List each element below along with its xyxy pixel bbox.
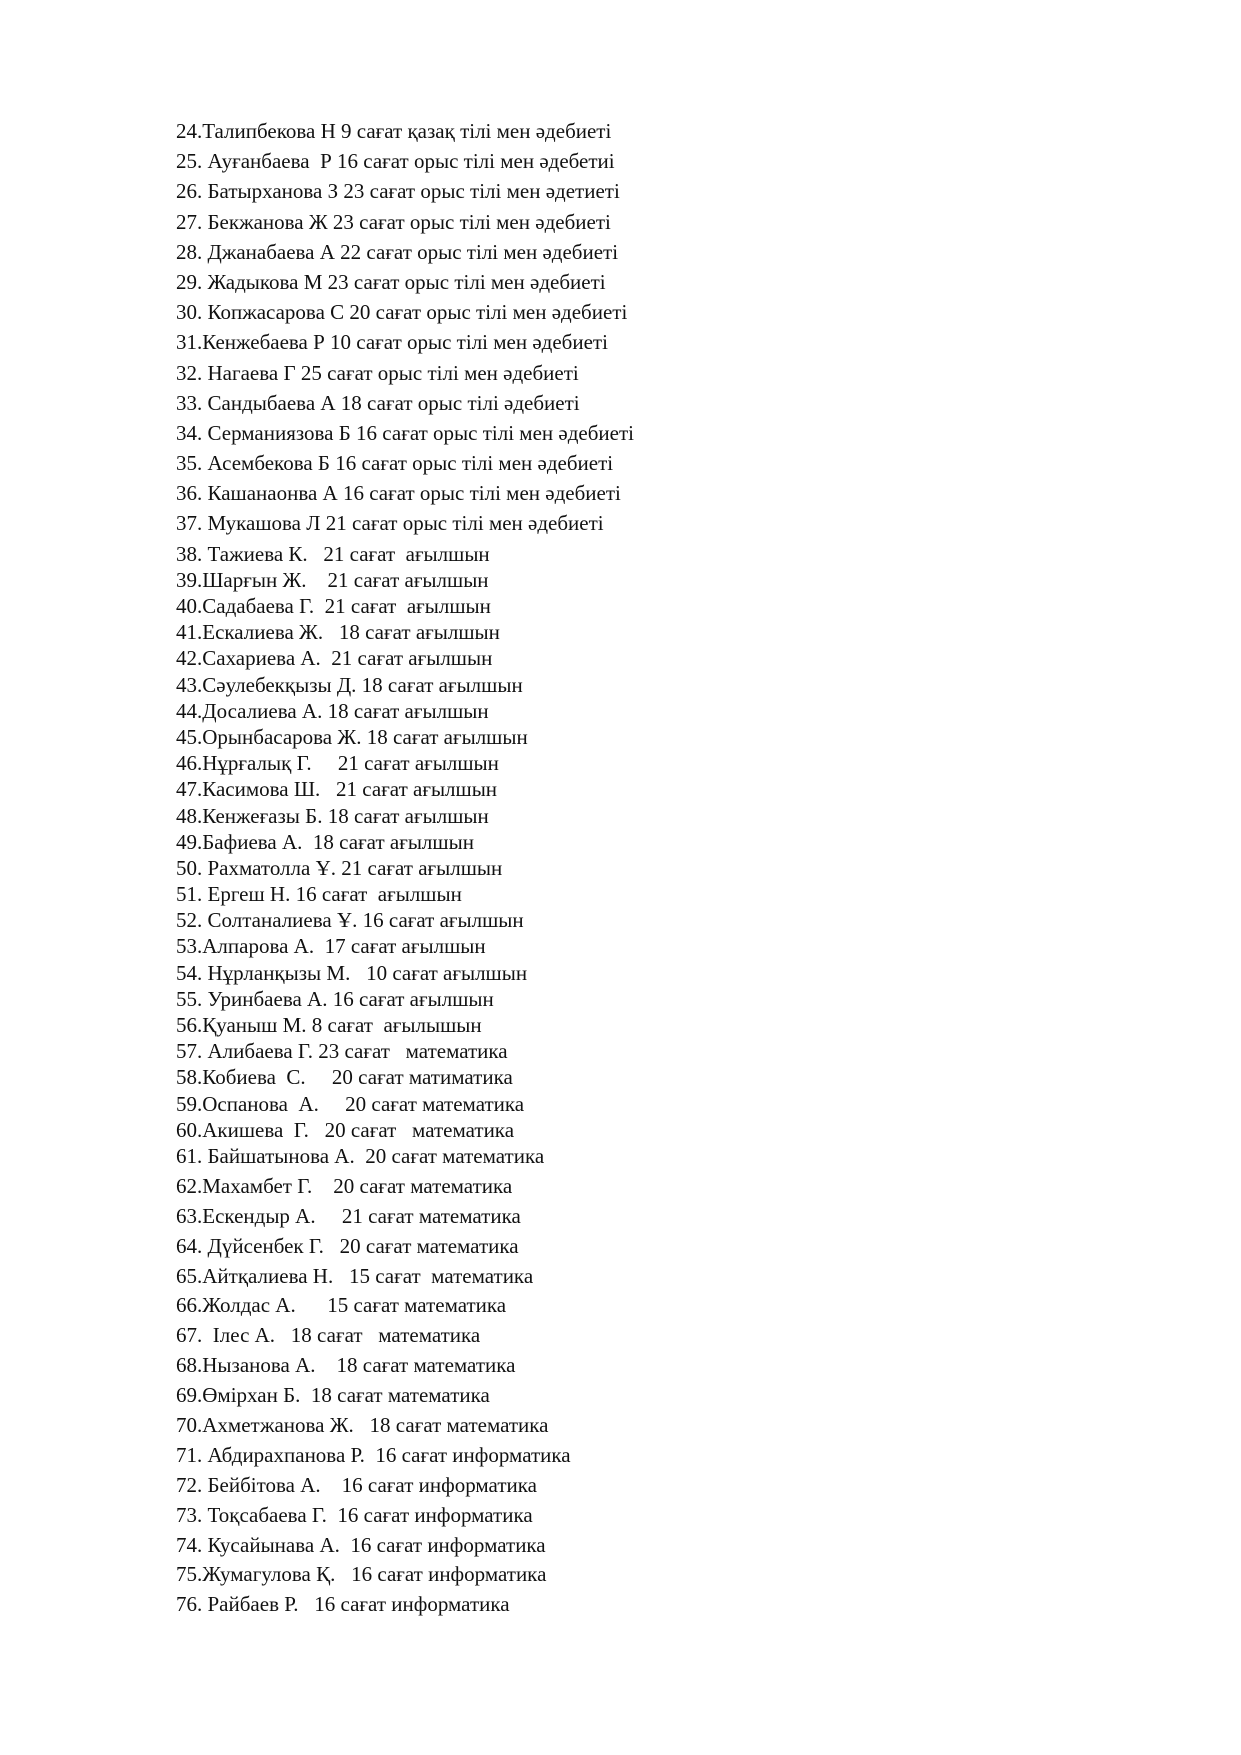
list-item: 61. Байшатынова А. 20 сағат математика — [176, 1143, 545, 1168]
list-item: 25. Ауғанбаева Р 16 сағат орыс тілі мен әдебетиі — [176, 149, 615, 174]
list-item: 44.Досалиева А. 18 сағат ағылшын — [176, 698, 489, 723]
list-item: 45.Орынбасарова Ж. 18 сағат ағылшын — [176, 724, 528, 749]
list-item: 58.Кобиева С. 20 сағат матиматика — [176, 1065, 513, 1090]
list-item: 41.Ескалиева Ж. 18 сағат ағылшын — [176, 620, 500, 645]
list-item: 43.Сәулебекқызы Д. 18 сағат ағылшын — [176, 672, 523, 697]
list-item: 74. Кусайынава А. 16 сағат информатика — [176, 1532, 546, 1557]
list-item: 40.Садабаева Г. 21 сағат ағылшын — [176, 594, 491, 618]
list-item: 39.Шарғын Ж. 21 сағат ағылшын — [176, 567, 489, 592]
list-item: 71. Абдирахпанова Р. 16 сағат информатика — [176, 1442, 571, 1467]
list-item: 29. Жадыкова М 23 сағат орыс тілі мен әдебиеті — [176, 269, 606, 294]
list-item: 36. Кашанаонва А 16 сағат орыс тілі мен әдебиеті — [176, 481, 621, 506]
teacher-hours-list — [176, 118, 634, 1621]
list-item: 70.Ахметжанова Ж. 18 сағат математика — [176, 1412, 549, 1437]
list-item: 42.Сахариева А. 21 сағат ағылшын — [176, 646, 493, 671]
list-item: 69.Өмірхан Б. 18 сағат математика — [176, 1383, 490, 1408]
list-item: 35. Асембекова Б 16 сағат орыс тілі мен әдебиеті — [176, 451, 614, 476]
list-item: 33. Сандыбаева А 18 сағат орыс тілі әдебиеті — [176, 390, 580, 415]
list-item: 72. Бейбітова А. 16 сағат информатика — [176, 1472, 537, 1497]
list-item: 24.Талипбекова Н 9 сағат қазақ тілі мен әдебиеті — [176, 119, 612, 143]
list-item: 73. Тоқсабаева Г. 16 сағат информатика — [176, 1502, 533, 1527]
list-item: 53.Алпарова А. 17 сағат ағылшын — [176, 934, 486, 959]
list-item: 65.Айтқалиева Н. 15 сағат математика — [176, 1263, 534, 1288]
list-item: 48.Кенжеғазы Б. 18 сағат ағылшын — [176, 803, 489, 828]
list-item: 28. Джанабаева А 22 сағат орыс тілі мен әдебиеті — [176, 239, 619, 264]
list-item: 54. Нұрланқызы М. 10 сағат ағылшын — [176, 960, 528, 985]
list-item: 26. Батырханова З 23 сағат орыс тілі мен әдетиеті — [176, 179, 620, 204]
list-item: 76. Райбаев Р. 16 сағат информатика — [176, 1592, 510, 1617]
list-item: 59.Оспанова А. 20 сағат математика — [176, 1091, 525, 1116]
list-item: 50. Рахматолла Ұ. 21 сағат ағылшын — [176, 855, 503, 880]
list-item: 34. Серманиязова Б 16 сағат орыс тілі мен әдебиеті — [176, 420, 634, 445]
list-item: 46.Нұрғалық Г. 21 сағат ағылшын — [176, 751, 499, 776]
list-item: 75.Жумагулова Қ. 16 сағат информатика — [176, 1562, 547, 1587]
list-item: 27. Бекжанова Ж 23 сағат орыс тілі мен әдебиеті — [176, 209, 611, 234]
list-item: 68.Нызанова А. 18 сағат математика — [176, 1353, 516, 1378]
list-item: 31.Кенжебаева Р 10 сағат орыс тілі мен әдебиеті — [176, 330, 608, 355]
list-item: 32. Нагаева Г 25 сағат орыс тілі мен әдебиеті — [176, 360, 579, 385]
list-item: 56.Қуаныш М. 8 сағат ағылышын — [176, 1013, 482, 1037]
list-item: 57. Алибаева Г. 23 сағат математика — [176, 1039, 508, 1064]
list-item: 67. Ілес А. 18 сағат математика — [176, 1323, 481, 1348]
list-item: 52. Солтаналиева Ұ. 16 сағат ағылшын — [176, 908, 524, 933]
list-item: 38. Тажиева К. 21 сағат ағылшын — [176, 541, 490, 566]
list-item: 30. Копжасарова С 20 сағат орыс тілі мен әдебиеті — [176, 300, 628, 325]
list-item: 47.Касимова Ш. 21 сағат ағылшын — [176, 777, 498, 802]
list-item: 62.Махамбет Г. 20 сағат математика — [176, 1173, 513, 1198]
list-item: 55. Уринбаева А. 16 сағат ағылшын — [176, 986, 494, 1011]
list-item: 64. Дүйсенбек Г. 20 сағат математика — [176, 1233, 519, 1258]
list-item: 66.Жолдас А. 15 сағат математика — [176, 1293, 507, 1318]
list-item: 51. Ергеш Н. 16 сағат ағылшын — [176, 882, 462, 907]
list-item: 37. Мукашова Л 21 сағат орыс тілі мен әдебиеті — [176, 511, 604, 536]
list-item: 63.Ескендыр А. 21 сағат математика — [176, 1203, 521, 1228]
list-item: 60.Акишева Г. 20 сағат математика — [176, 1117, 515, 1142]
list-item: 49.Бафиева А. 18 сағат ағылшын — [176, 829, 474, 854]
